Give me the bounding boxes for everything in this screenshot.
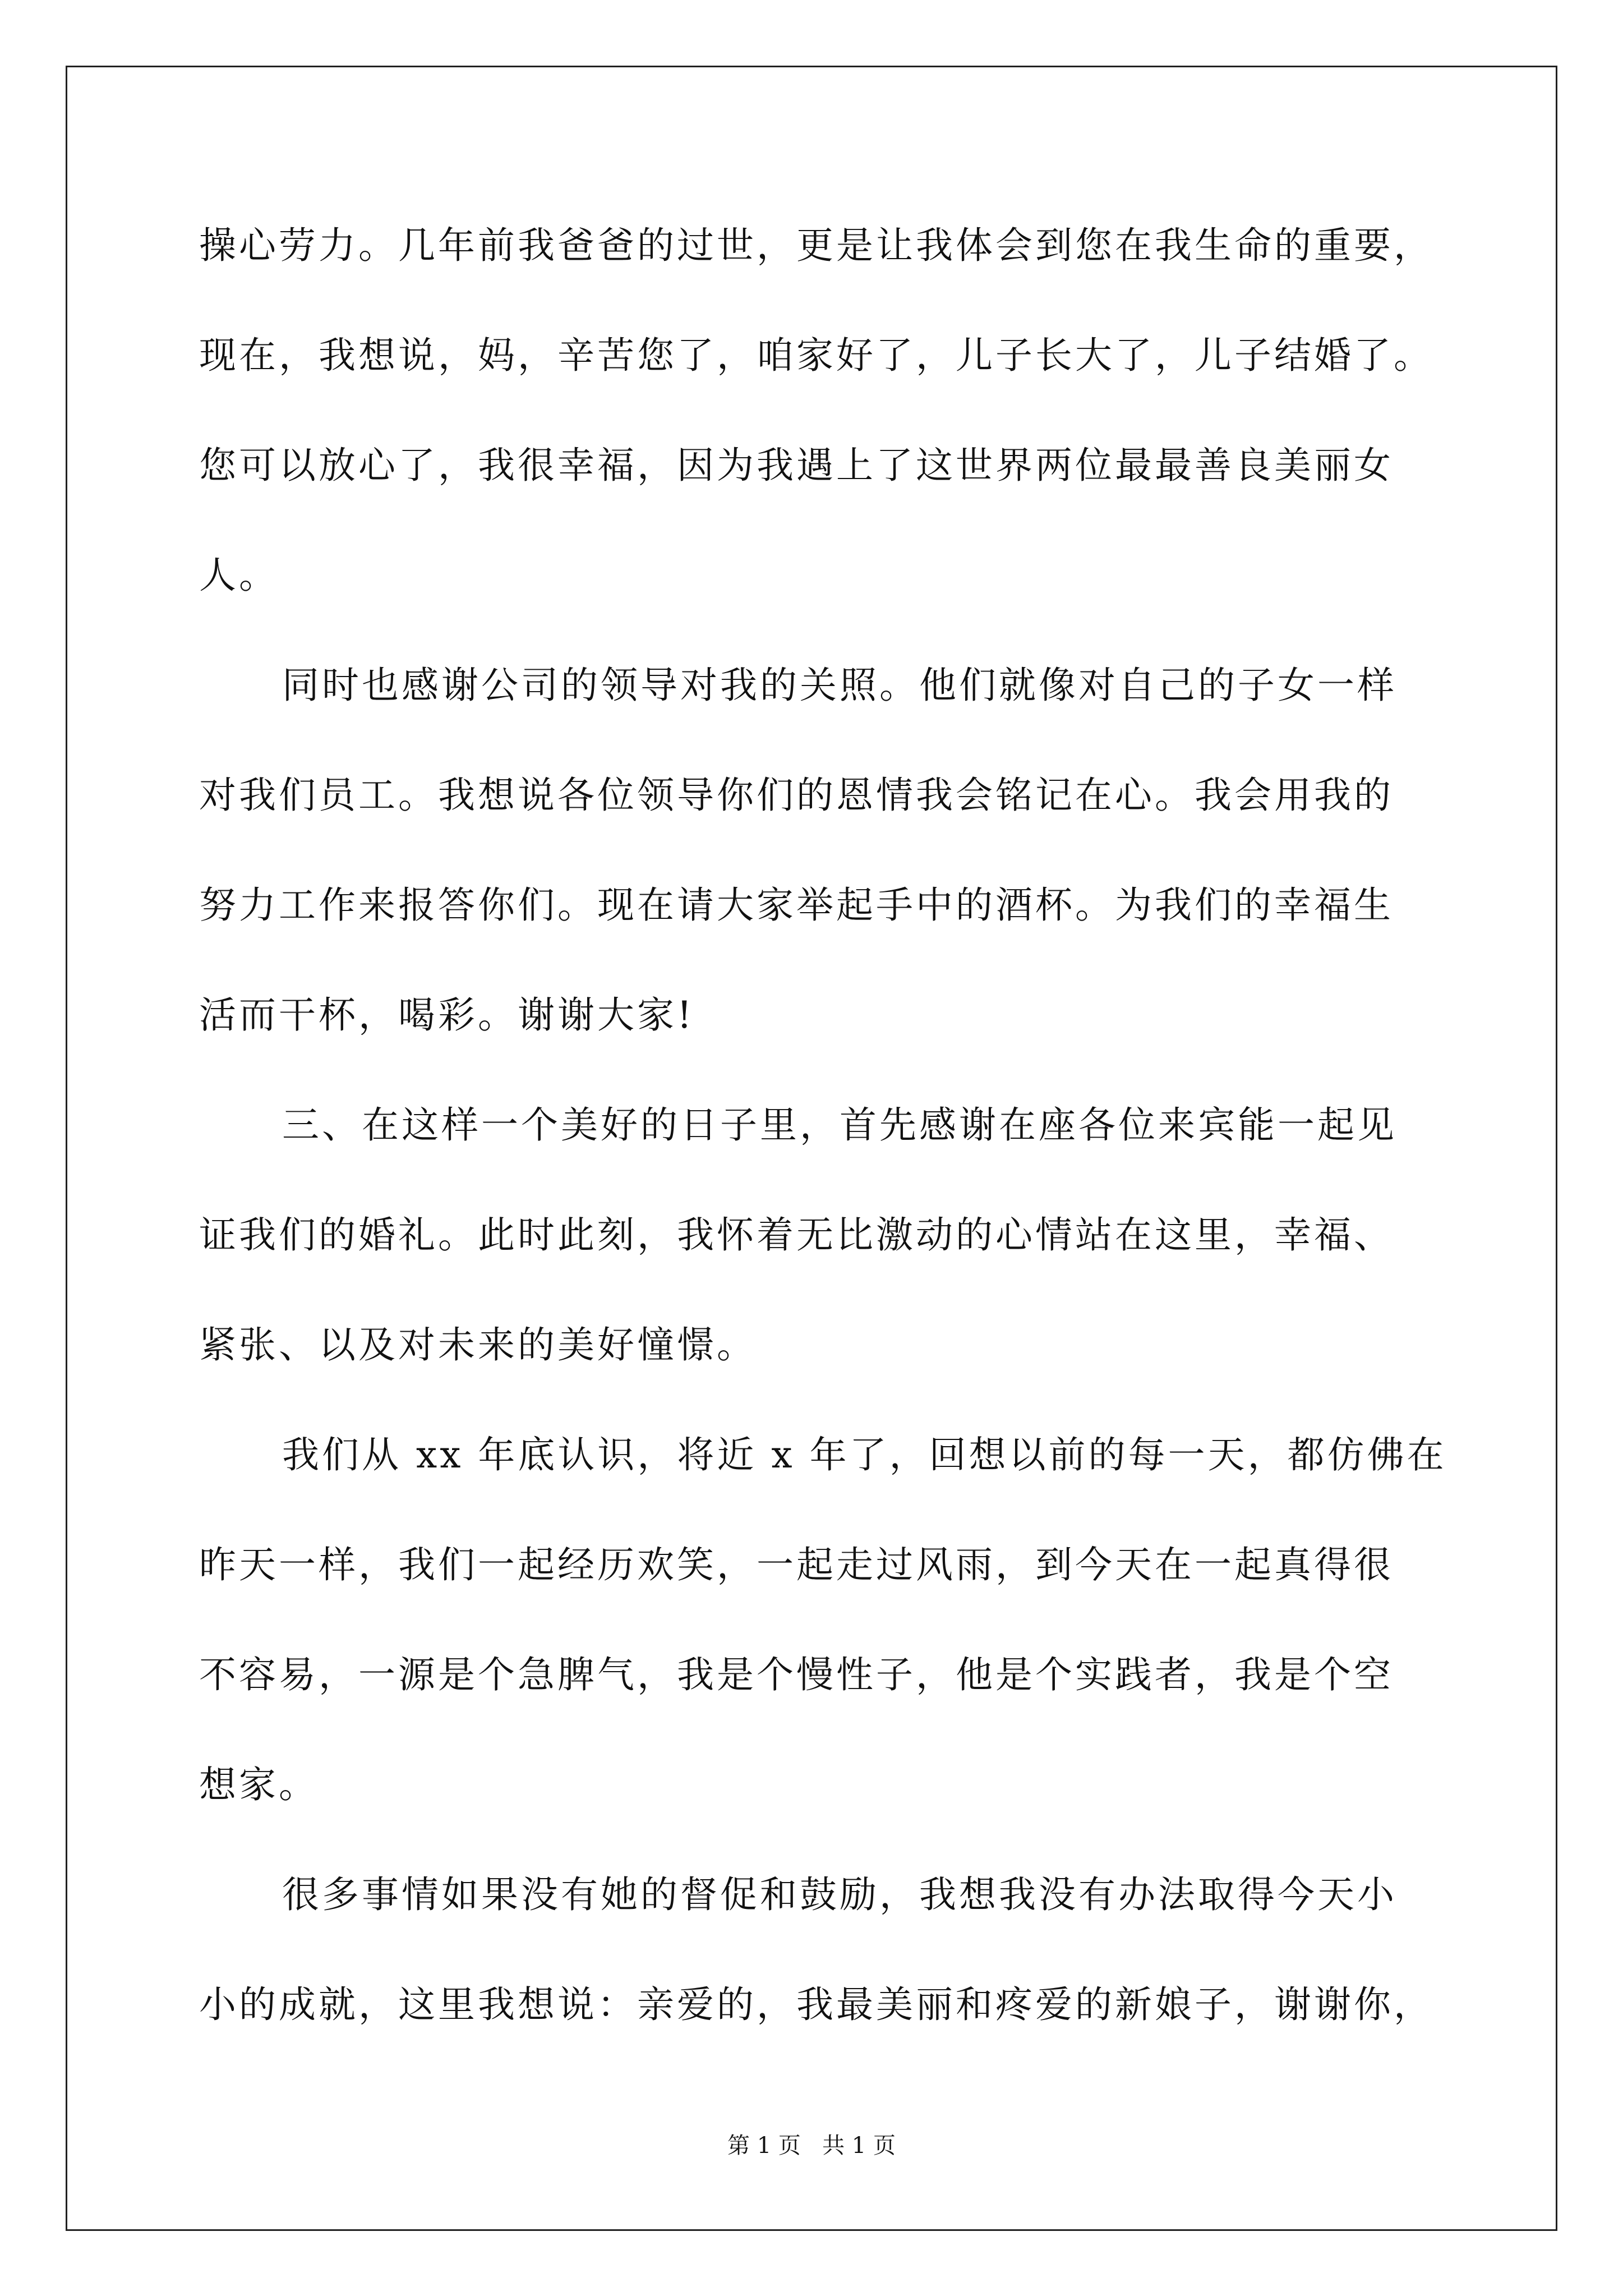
document-body (199, 191, 1447, 2060)
text-line: 对我们员工。我想说各位领导你们的恩情我会铭记在心。我会用我的 (199, 774, 1394, 817)
text-line: 您可以放心了，我很幸福，因为我遇上了这世界两位最最善良美丽女 (199, 444, 1394, 487)
text-line: 不容易，一源是个急脾气，我是个慢性子，他是个实践者，我是个空 (199, 1653, 1394, 1696)
paragraph-start-line: 三、在这样一个美好的日子里，首先感谢在座各位来宾能一起见 (282, 1103, 1397, 1147)
paragraph-start-line: 我们从 xx 年底认识，将近 x 年了，回想以前的每一天，都仿佛在 (282, 1433, 1447, 1476)
text-line: 想家。 (199, 1763, 319, 1806)
text-line: 证我们的婚礼。此时此刻，我怀着无比激动的心情站在这里，幸福、 (199, 1213, 1394, 1257)
text-line: 努力工作来报答你们。现在请大家举起手中的酒杯。为我们的幸福生 (199, 884, 1394, 927)
text-line: 紧张、以及对未来的美好憧憬。 (199, 1323, 757, 1366)
page-number-footer: 第 1 页 共 1 页 (727, 2133, 896, 2159)
text-line: 操心劳力。几年前我爸爸的过世，更是让我体会到您在我生命的重要， (199, 224, 1433, 267)
paragraph-start-line: 同时也感谢公司的领导对我的关照。他们就像对自己的子女一样 (282, 664, 1397, 707)
text-line: 小的成就，这里我想说：亲爱的，我最美丽和疼爱的新娘子，谢谢你， (199, 1983, 1433, 2026)
paragraph-start-line: 很多事情如果没有她的督促和鼓励，我想我没有办法取得今天小 (282, 1873, 1397, 1916)
text-line: 昨天一样，我们一起经历欢笑，一起走过风雨，到今天在一起真得很 (199, 1543, 1394, 1586)
text-line: 人。 (199, 554, 279, 597)
text-line: 活而干杯，喝彩。谢谢大家! (199, 993, 695, 1037)
text-line: 现在，我想说，妈，辛苦您了，咱家好了，儿子长大了，儿子结婚了。 (199, 334, 1433, 377)
